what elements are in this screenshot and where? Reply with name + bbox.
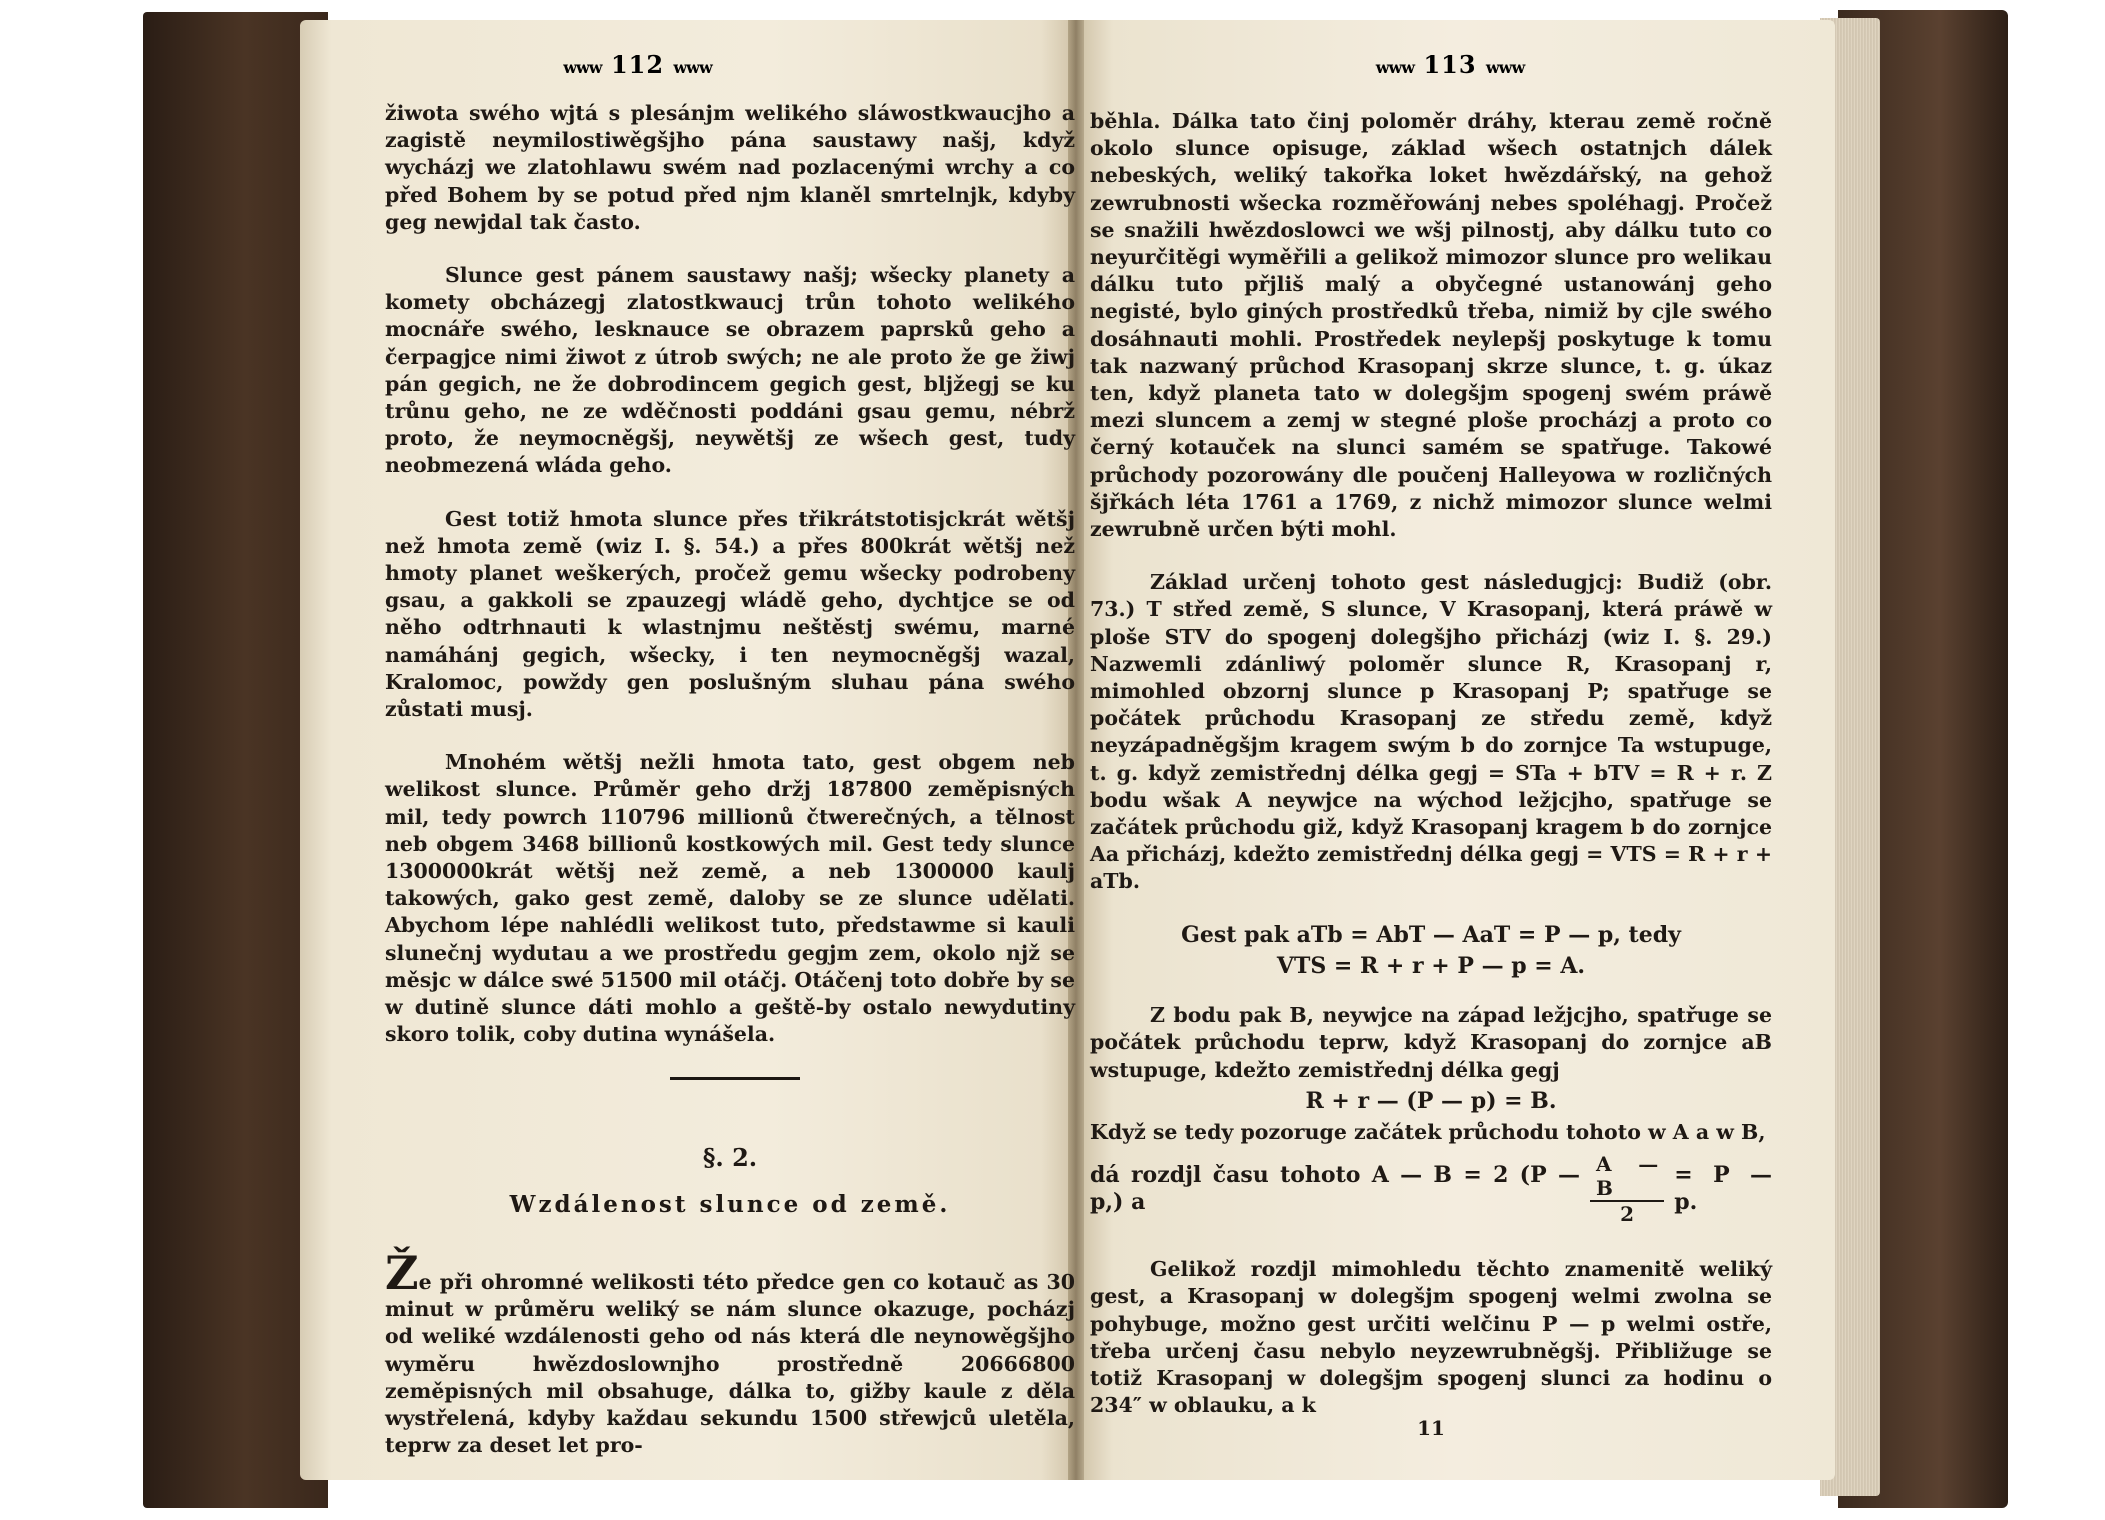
paragraph: Gelikož rozdjl mimohledu těchto znamenitě weliký gest, a Krasopanj w dolegšjm spogenj welmi zwolna se pohybuge, možno gest určiti welčinu P — p welmi ostře, třeba určenj času nebylo neyzewrubněgšj. Přibližuge se totiž Krasopanj w dolegšjm spogenj slunci za hodinu o 234″ w oblauku, a k bbox=[1090, 1257, 1772, 1418]
paragraph-text: e při ohromné welikosti této předce gen co kotauč as 30 minut w průměru weliký se nám slunce okazuge, pocházj od weliké wzdálenosti geho od nás která dle neynowěgšjho wyměru hwězdoslownjho prostředně 20666800 zeměpisných mil obsahuge, dálka to, gižby kaule z děla wystřelená, kdyby každau sekundu 1500 střewjců uletěla, teprw za deset let pro- bbox=[385, 1269, 1075, 1458]
section-title: Wzdálenost slunce od země. bbox=[509, 1190, 951, 1218]
paragraph: žiwota swého wjtá s plesánjm welikého sláwostkwaucjho a zagistě neymilostiwěgšjho pána saustawy našj, když wycházj we zlatohlawu swém nad pozlacenými wrchy a co před Bohem by se potud před njm klaněl smrtelnjk, kdyby geg newjdal tak často. bbox=[385, 101, 1075, 234]
paragraph: Slunce gest pánem saustawy našj; wšecky planety a komety obcházegj zlatostkwaucj trůn tohoto welikého mocnáře swého, lesknauce se obrazem paprsků geho a čerpagjce nimi žiwot z útrob swých; ne ale proto že ge žiwj pán gegich, ne že dobrodincem gegich gest, bljžegj se ku trůnu geho, ne ze wděčnosti poddáni gsau gemu, nébrž proto, že neymocněgšj, neywětšj ze wšech gest, tudy neobmezená wláda geho. bbox=[385, 263, 1075, 478]
equation-prefix: dá rozdjl času tohoto A — B = 2 (P — p,) a bbox=[1090, 1161, 1580, 1216]
fraction bbox=[1590, 1152, 1664, 1226]
left-page-number: 112 bbox=[610, 50, 665, 79]
paragraph: Základ určenj tohoto gest následugjcj: Budiž (obr. 73.) T střed země, S slunce, V Krasopanj, která práwě w ploše STV do spogenj dolegšjho přicházj (wiz I. §. 29.) Nazwemli zdánliwý poloměr slunce R, Krasopanj r, mimohled obzornj slunce p Krasopanj P; spatřuge se počátek průchodu Krasopanj ze středu země, když neyzápadněgšjm kragem swým b do zornjce Ta wstupuge, t. g. když zemistřednj délka gegj = STa + bTV = R + r. Z bodu wšak A neywjce na wýchod ležjcjho, spatřuge se začátek průchodu giž, když Krasopanj kragem b do zornjce Aa přicházj, kdežto zemistřednj délka gegj = VTS = R + r + aTb. bbox=[1090, 570, 1772, 894]
left-page-text bbox=[385, 100, 1075, 1485]
fraction-denominator: 2 bbox=[1620, 1202, 1635, 1227]
section-divider bbox=[670, 1077, 800, 1080]
ornament-right: ᴡᴡᴡ bbox=[1485, 58, 1525, 77]
ornament-left: ᴡᴡᴡ bbox=[563, 58, 602, 77]
equation: VTS = R + r + P — p = A. bbox=[1276, 952, 1586, 979]
right-page-number: 113 bbox=[1423, 50, 1477, 79]
section-number: §. 2. bbox=[702, 1142, 758, 1172]
fraction-equation bbox=[1090, 1152, 1772, 1226]
paragraph: Když se tedy pozoruge začátek průchodu tohoto w A a w B, bbox=[1090, 1119, 1766, 1144]
paragraph: Gest totiž hmota slunce přes třikrátstotisjckrát wětšj než hmota země (wiz I. §. 54.) a přes 800krát wětšj než hmoty planet weškerých, pročež gemu wšecky podrobeny gsau, a gakkoli se zpauzegj wládě geho, dychtjce se od něho odtrhnauti k wlastnjmu neštěstj swému, marné namáhánj gegich, wšecky, i ten neymocněgšj wazal, Kralomoc, powždy gen poslušným sluhau pána swého zůstati musj. bbox=[385, 506, 1075, 722]
right-page-text bbox=[1090, 108, 1772, 1443]
equation: R + r — (P — p) = B. bbox=[1305, 1087, 1557, 1114]
paragraph bbox=[385, 1245, 1075, 1459]
left-page-number-header bbox=[345, 50, 930, 79]
equation-block bbox=[1090, 922, 1772, 980]
drop-cap: Ž bbox=[385, 1245, 419, 1300]
ornament-left: ᴡᴡᴡ bbox=[1375, 58, 1415, 77]
paragraph: Z bodu pak B, neywjce na západ ležjcjho, spatřuge se počátek průchodu teprw, když Krasopanj do zornjce aB wstupuge, kdežto zemistřednj délka gegj bbox=[1090, 1003, 1772, 1082]
right-page-number-header bbox=[1095, 50, 1805, 79]
paragraph: Mnohém wětšj nežli hmota tato, gest obgem neb welikost slunce. Průměr geho držj 187800 zeměpisných mil, tedy powrch 110796 millionů čtwerečných, a tělnost neb obgem 3468 billionů kostkowých mil. Gest tedy slunce 1300000krát wětšj než země, a neb 1300000 kaulj takowých, gako gest země, daloby se ze slunce udělati. Abychom lépe nahlédli welikost tuto, předstawme si kauli slunečnj wydutau a we prostředu gegjm zem, okolo njž se měsjc w dálce swé 51500 mil otáčj. Otáčenj toto dobře by se w dutině slunce dáti mohlo a geště-by ostalo newydutiny skoro tolik, coby dutina wynášela. bbox=[385, 750, 1075, 1047]
signature-mark: 11 bbox=[1417, 1416, 1445, 1441]
equation: Gest pak aTb = AbT — AaT = P — p, tedy bbox=[1181, 921, 1681, 948]
fraction-numerator: A — B bbox=[1590, 1152, 1664, 1202]
ornament-right: ᴡᴡᴡ bbox=[673, 58, 712, 77]
paragraph: běhla. Dálka tato činj poloměr dráhy, kterau země ročně okolo slunce opisuge, základ wšech ostatnjch dálek nebeských, weliký takořka loket hwězdářský, na gehož zewrubnosti wšecka rozměřowánj nebes spoléhagj. Pročež se snažili hwězdoslowci we wšj pilnostj, aby dálku tuto co neyurčitěgi wyměřili a gelikož mimozor slunce pro welikau dálku tuto přjliš malý a obyčegné ustanowánj geho negisté, bylo giných prostředků třeba, nimiž by cjle swého dosáhnauti mohli. Prostředek neylepšj poskytuge k tomu tak nazwaný průchod Krasopanj skrze slunce, t. g. úkaz ten, když planeta tato w dolegšjm spogenj swém práwě mezi sluncem a zemj w stegné ploše procházj a proto co černý kotauček na slunci samém se spatřuge. Takowé průchody pozorowány dle poučenj Halleyowa w rozličných šjřkách léta 1761 a 1769, z nichž mimozor slunce welmi zewrubně určen býti mohl. bbox=[1090, 109, 1772, 542]
equation-suffix: = P — p. bbox=[1674, 1161, 1773, 1216]
